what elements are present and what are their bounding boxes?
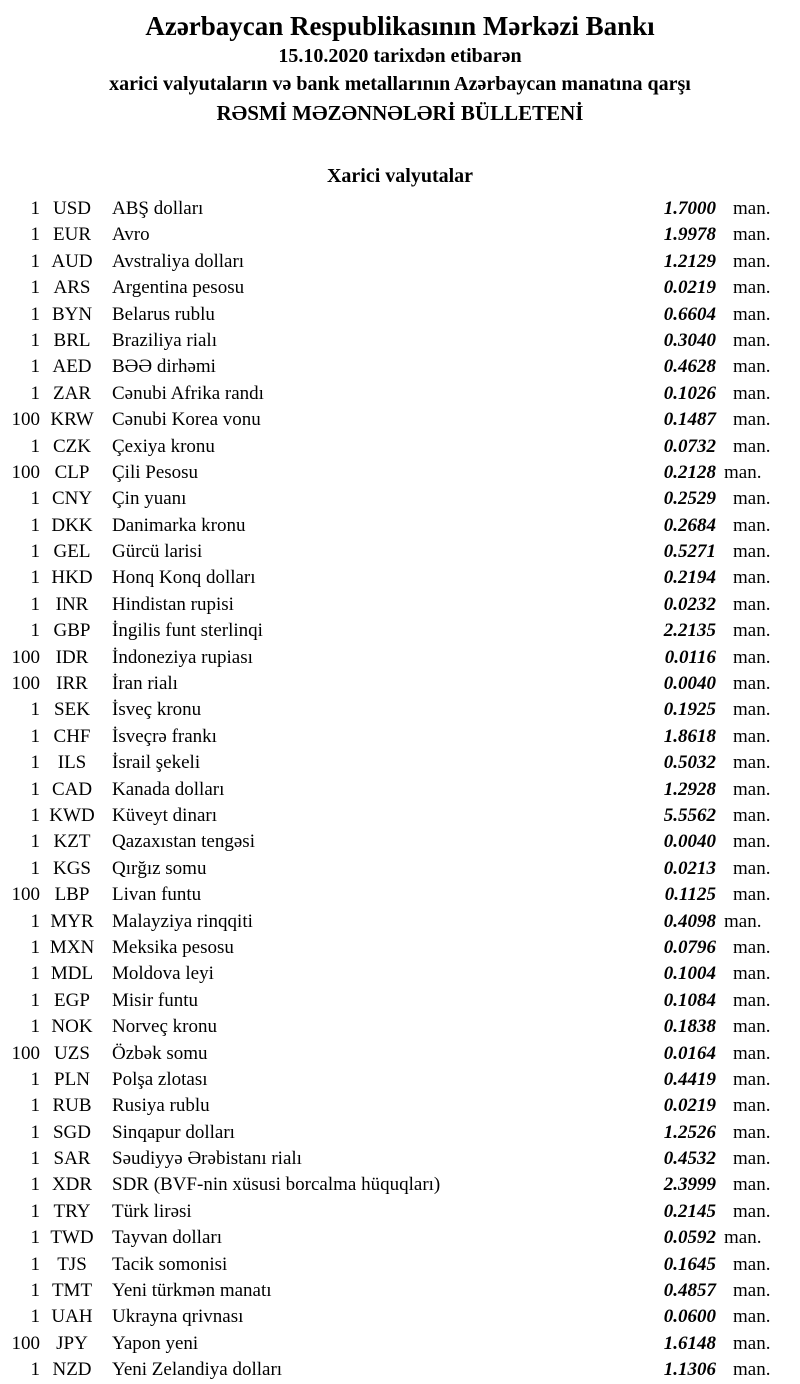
quantity: 1 [30, 567, 40, 589]
unit-label: man. [733, 541, 771, 563]
currency-code: ZAR [53, 382, 91, 404]
rate-value: 1.6148 [663, 1332, 716, 1354]
unit-label: man. [724, 1227, 762, 1249]
currency-name: SDR (BVF-nin xüsusi borcalma hüquqları) [112, 1174, 441, 1196]
currency-code: IRR [56, 673, 88, 695]
rate-value: 0.0732 [663, 435, 716, 457]
currency-name: Danimarka kronu [112, 514, 246, 536]
currency-name: Türk lirəsi [112, 1200, 192, 1222]
currency-code: TJS [57, 1253, 87, 1275]
bank-title: Azərbaycan Respublikasının Mərkəzi Bankı [145, 11, 655, 41]
currency-code: MDL [50, 963, 94, 985]
rate-row [0, 909, 800, 935]
rate-value: 1.1306 [663, 1359, 716, 1381]
rate-value: 0.4098 [663, 910, 716, 932]
quantity: 1 [30, 778, 40, 800]
rate-value: 0.0232 [663, 593, 716, 615]
rate-row [0, 777, 800, 803]
currency-code: KRW [50, 409, 94, 431]
currency-code: LBP [54, 884, 90, 906]
currency-code: DKK [51, 514, 93, 536]
rate-value: 0.5271 [663, 541, 716, 563]
quantity: 1 [30, 1359, 40, 1381]
unit-label: man. [724, 461, 762, 483]
rate-row [0, 803, 800, 829]
unit-label: man. [733, 1253, 771, 1275]
currency-code: IDR [55, 646, 89, 668]
rate-value: 1.7000 [663, 198, 716, 219]
rate-row [0, 1304, 800, 1330]
currency-name: Meksika pesosu [112, 936, 234, 958]
rate-value: 0.4419 [663, 1068, 716, 1090]
rate-row [0, 961, 800, 987]
quantity: 1 [30, 936, 40, 958]
quantity: 100 [11, 646, 40, 668]
quantity: 1 [30, 250, 40, 272]
rate-row [0, 1093, 800, 1119]
rate-row [0, 381, 800, 407]
currency-name: Avro [112, 224, 150, 246]
currency-name: Çili Pesosu [112, 461, 199, 483]
currency-name: Özbək somu [112, 1042, 208, 1064]
unit-label: man. [733, 250, 771, 272]
rate-value: 2.2135 [663, 620, 716, 642]
unit-label: man. [733, 620, 771, 642]
quantity: 1 [30, 804, 40, 826]
currency-code: UZS [54, 1042, 90, 1064]
quantity: 1 [30, 277, 40, 299]
rate-value: 0.0116 [664, 646, 716, 668]
currency-name: Norveç kronu [112, 1016, 217, 1038]
currency-code: PLN [54, 1068, 90, 1090]
currency-name: Yeni Zelandiya dolları [112, 1359, 283, 1381]
unit-label: man. [733, 1359, 771, 1381]
rate-value: 2.3999 [663, 1174, 716, 1196]
unit-label: man. [733, 752, 771, 774]
quantity: 1 [30, 356, 40, 378]
currency-name: Moldova leyi [112, 963, 214, 985]
unit-label: man. [733, 1280, 771, 1302]
rate-row [0, 935, 800, 961]
rate-value: 0.1125 [664, 884, 716, 906]
currency-code: BRL [53, 329, 91, 351]
currency-code: TWD [50, 1227, 94, 1249]
currency-name: Honq Konq dolları [112, 567, 256, 589]
currency-name: Belarus rublu [112, 303, 215, 325]
quantity: 1 [30, 857, 40, 879]
rate-value: 5.5562 [663, 804, 716, 826]
quantity: 1 [30, 329, 40, 351]
rate-row [0, 988, 800, 1014]
currency-name: Qırğız somu [112, 857, 207, 879]
currency-name: Səudiyyə Ərəbistanı rialı [112, 1148, 302, 1170]
currency-code: INR [55, 593, 89, 615]
currency-code: SEK [54, 699, 90, 721]
rate-row [0, 1146, 800, 1172]
currency-name: Misir funtu [112, 989, 199, 1011]
quantity: 1 [30, 910, 40, 932]
unit-label: man. [733, 1042, 771, 1064]
quantity: 1 [30, 1200, 40, 1222]
rate-value: 1.2526 [663, 1121, 716, 1143]
currency-name: Sinqapur dolları [112, 1121, 235, 1143]
unit-label: man. [733, 884, 771, 906]
quantity: 1 [30, 1016, 40, 1038]
quantity: 1 [30, 963, 40, 985]
currency-code: UAH [51, 1306, 93, 1328]
currency-name: Cənubi Korea vonu [112, 409, 261, 431]
rate-value: 0.5032 [663, 752, 716, 774]
unit-label: man. [724, 910, 762, 932]
currency-name: Argentina pesosu [112, 277, 245, 299]
rate-value: 0.1004 [663, 963, 716, 985]
quantity: 1 [30, 1174, 40, 1196]
unit-label: man. [733, 435, 771, 457]
rate-value: 0.3040 [663, 329, 716, 351]
currency-name: Ukrayna qrivnası [112, 1306, 244, 1328]
quantity: 1 [30, 198, 40, 219]
unit-label: man. [733, 831, 771, 853]
rate-value: 0.0213 [663, 857, 716, 879]
currency-name: İran rialı [112, 673, 178, 695]
unit-label: man. [733, 778, 771, 800]
rate-value: 0.1487 [663, 409, 716, 431]
currency-name: BƏƏ dirhəmi [112, 356, 216, 378]
currency-code: EUR [53, 224, 91, 246]
currency-name: İsveç kronu [112, 699, 202, 721]
rate-row [0, 882, 800, 908]
rate-row [0, 486, 800, 512]
section-title: Xarici valyutalar [326, 165, 474, 187]
rate-value: 0.2529 [663, 488, 716, 510]
rate-value: 0.6604 [663, 303, 716, 325]
quantity: 1 [30, 1121, 40, 1143]
currency-code: NZD [52, 1359, 92, 1381]
rate-value: 0.0796 [663, 936, 716, 958]
rate-value: 0.0040 [663, 673, 716, 695]
unit-label: man. [733, 1095, 771, 1117]
quantity: 1 [30, 224, 40, 246]
currency-name: Polşa zlotası [112, 1068, 208, 1090]
rate-value: 0.0219 [663, 277, 716, 299]
quantity: 1 [30, 752, 40, 774]
rate-value: 1.8618 [663, 725, 716, 747]
rate-value: 0.4857 [663, 1280, 716, 1302]
rate-value: 0.2194 [663, 567, 716, 589]
currency-code: USD [52, 198, 91, 219]
unit-label: man. [733, 804, 771, 826]
unit-label: man. [733, 277, 771, 299]
rate-row [0, 539, 800, 565]
currency-name: Rusiya rublu [112, 1095, 210, 1117]
quantity: 1 [30, 593, 40, 615]
currency-name: Cənubi Afrika randı [112, 382, 264, 404]
currency-code: MXN [49, 936, 95, 958]
currency-code: EGP [54, 989, 90, 1011]
rate-row [0, 750, 800, 776]
currency-code: TRY [53, 1200, 91, 1222]
currency-code: BYN [51, 303, 93, 325]
quantity: 1 [30, 989, 40, 1011]
currency-name: Braziliya rialı [112, 329, 217, 351]
currency-code: HKD [51, 567, 93, 589]
rate-row [0, 592, 800, 618]
unit-label: man. [733, 382, 771, 404]
rate-row [0, 724, 800, 750]
quantity: 1 [30, 1227, 40, 1249]
currency-code: GEL [53, 541, 91, 563]
currency-code: AED [52, 356, 92, 378]
currency-name: Tacik somonisi [112, 1253, 228, 1275]
quantity: 100 [11, 409, 40, 431]
date-line: 15.10.2020 tarixdən etibarən [278, 45, 522, 67]
rate-value: 0.4532 [663, 1148, 716, 1170]
currency-code: SGD [52, 1121, 91, 1143]
rate-value: 0.1645 [663, 1253, 716, 1275]
unit-label: man. [733, 1068, 771, 1090]
rate-row [0, 565, 800, 591]
currency-name: Küveyt dinarı [112, 804, 218, 826]
rate-value: 0.1084 [663, 989, 716, 1011]
currency-name: Çin yuanı [112, 488, 187, 510]
currency-name: Livan funtu [112, 884, 202, 906]
bulletin-title: RƏSMİ MƏZƏNNƏLƏRİ BÜLLETENİ [216, 101, 584, 125]
rate-row [0, 328, 800, 354]
rate-value: 0.2684 [663, 514, 716, 536]
unit-label: man. [733, 356, 771, 378]
quantity: 1 [30, 382, 40, 404]
rate-row [0, 222, 800, 248]
currency-code: NOK [51, 1016, 93, 1038]
currency-name: İndoneziya rupiası [112, 646, 253, 668]
currency-name: Gürcü larisi [112, 541, 203, 563]
quantity: 1 [30, 725, 40, 747]
currency-name: İsveçrə frankı [112, 725, 217, 747]
rate-value: 0.1838 [663, 1016, 716, 1038]
rate-value: 0.0219 [663, 1095, 716, 1117]
rates-table [0, 196, 800, 1384]
quantity: 1 [30, 541, 40, 563]
currency-name: Kanada dolları [112, 778, 225, 800]
rate-row [0, 460, 800, 486]
rate-row [0, 249, 800, 275]
currency-name: İsrail şekeli [112, 752, 201, 774]
rate-row [0, 1041, 800, 1067]
currency-code: RUB [52, 1095, 92, 1117]
unit-label: man. [733, 936, 771, 958]
quantity: 1 [30, 514, 40, 536]
unit-label: man. [733, 409, 771, 431]
currency-name: Tayvan dolları [112, 1227, 222, 1249]
currency-name: Çexiya kronu [112, 435, 215, 457]
currency-code: CZK [53, 435, 91, 457]
unit-label: man. [733, 699, 771, 721]
unit-label: man. [733, 1016, 771, 1038]
currency-code: ARS [53, 277, 91, 299]
unit-label: man. [733, 1306, 771, 1328]
currency-code: KZT [53, 831, 91, 853]
rate-row [0, 856, 800, 882]
quantity: 100 [11, 673, 40, 695]
rate-row [0, 513, 800, 539]
rate-row [0, 1331, 800, 1357]
currency-name: Hindistan rupisi [112, 593, 234, 615]
rate-row [0, 1067, 800, 1093]
quantity: 1 [30, 1068, 40, 1090]
unit-label: man. [733, 198, 771, 219]
rate-row [0, 1357, 800, 1383]
unit-label: man. [733, 488, 771, 510]
rate-row [0, 645, 800, 671]
rate-value: 0.2128 [663, 461, 716, 483]
currency-name: Avstraliya dolları [112, 250, 245, 272]
rate-value: 1.2129 [663, 250, 716, 272]
rate-value: 1.2928 [663, 778, 716, 800]
currency-code: JPY [56, 1332, 88, 1354]
rate-row [0, 407, 800, 433]
unit-label: man. [733, 673, 771, 695]
currency-name: Qazaxıstan tengəsi [112, 831, 255, 853]
rate-value: 1.9978 [663, 224, 716, 246]
rate-row [0, 1199, 800, 1225]
currency-code: AUD [51, 250, 93, 272]
quantity: 1 [30, 1306, 40, 1328]
rate-row [0, 1278, 800, 1304]
rate-value: 0.0040 [663, 831, 716, 853]
rate-row [0, 697, 800, 723]
rate-row [0, 1014, 800, 1040]
currency-code: XDR [51, 1174, 93, 1196]
rate-row [0, 671, 800, 697]
unit-label: man. [733, 567, 771, 589]
rate-value: 0.0164 [663, 1042, 716, 1064]
rate-value: 0.4628 [663, 356, 716, 378]
unit-label: man. [733, 989, 771, 1011]
unit-label: man. [733, 1174, 771, 1196]
rate-value: 0.0600 [663, 1306, 716, 1328]
bulletin-header [0, 0, 800, 128]
rate-row [0, 1252, 800, 1278]
rate-row [0, 434, 800, 460]
rate-row [0, 829, 800, 855]
currency-code: ILS [57, 752, 87, 774]
currency-name: Yapon yeni [112, 1332, 199, 1354]
quantity: 100 [11, 1332, 40, 1354]
currency-code: MYR [50, 910, 94, 932]
currency-name: Yeni türkmən manatı [112, 1280, 272, 1302]
unit-label: man. [733, 224, 771, 246]
currency-code: TMT [51, 1280, 93, 1302]
unit-label: man. [733, 329, 771, 351]
rate-row [0, 1225, 800, 1251]
quantity: 1 [30, 1253, 40, 1275]
unit-label: man. [733, 857, 771, 879]
quantity: 1 [30, 303, 40, 325]
rate-row [0, 275, 800, 301]
currency-code: KGS [52, 857, 91, 879]
unit-label: man. [733, 963, 771, 985]
unit-label: man. [733, 1148, 771, 1170]
unit-label: man. [733, 1332, 771, 1354]
quantity: 1 [30, 620, 40, 642]
rate-row [0, 196, 800, 222]
currency-code: CNY [51, 488, 93, 510]
rate-row [0, 618, 800, 644]
quantity: 100 [11, 884, 40, 906]
quantity: 100 [11, 461, 40, 483]
currency-code: SAR [53, 1148, 91, 1170]
currency-name: ABŞ dolları [112, 198, 204, 219]
quantity: 1 [30, 699, 40, 721]
quantity: 1 [30, 831, 40, 853]
unit-label: man. [733, 514, 771, 536]
rate-value: 0.0592 [663, 1227, 716, 1249]
quantity: 1 [30, 488, 40, 510]
subtitle-line: xarici valyutaların və bank metallarının Azərbaycan manatına qarşı [109, 73, 691, 95]
quantity: 100 [11, 1042, 40, 1064]
rate-value: 0.2145 [663, 1200, 716, 1222]
unit-label: man. [733, 725, 771, 747]
rate-row [0, 354, 800, 380]
rate-row [0, 1120, 800, 1146]
currency-code: CLP [54, 461, 90, 483]
unit-label: man. [733, 303, 771, 325]
rate-row [0, 1172, 800, 1198]
unit-label: man. [733, 1121, 771, 1143]
unit-label: man. [733, 1200, 771, 1222]
quantity: 1 [30, 1148, 40, 1170]
quantity: 1 [30, 1095, 40, 1117]
currency-name: İngilis funt sterlinqi [112, 620, 263, 642]
rate-value: 0.1026 [663, 382, 716, 404]
currency-code: KWD [49, 804, 95, 826]
currency-code: GBP [53, 620, 91, 642]
rate-row [0, 302, 800, 328]
unit-label: man. [733, 593, 771, 615]
unit-label: man. [733, 646, 771, 668]
quantity: 1 [30, 1280, 40, 1302]
currency-name: Malayziya rinqqiti [112, 910, 253, 932]
currency-code: CAD [51, 778, 93, 800]
rate-value: 0.1925 [663, 699, 716, 721]
currency-code: CHF [53, 725, 91, 747]
quantity: 1 [30, 435, 40, 457]
